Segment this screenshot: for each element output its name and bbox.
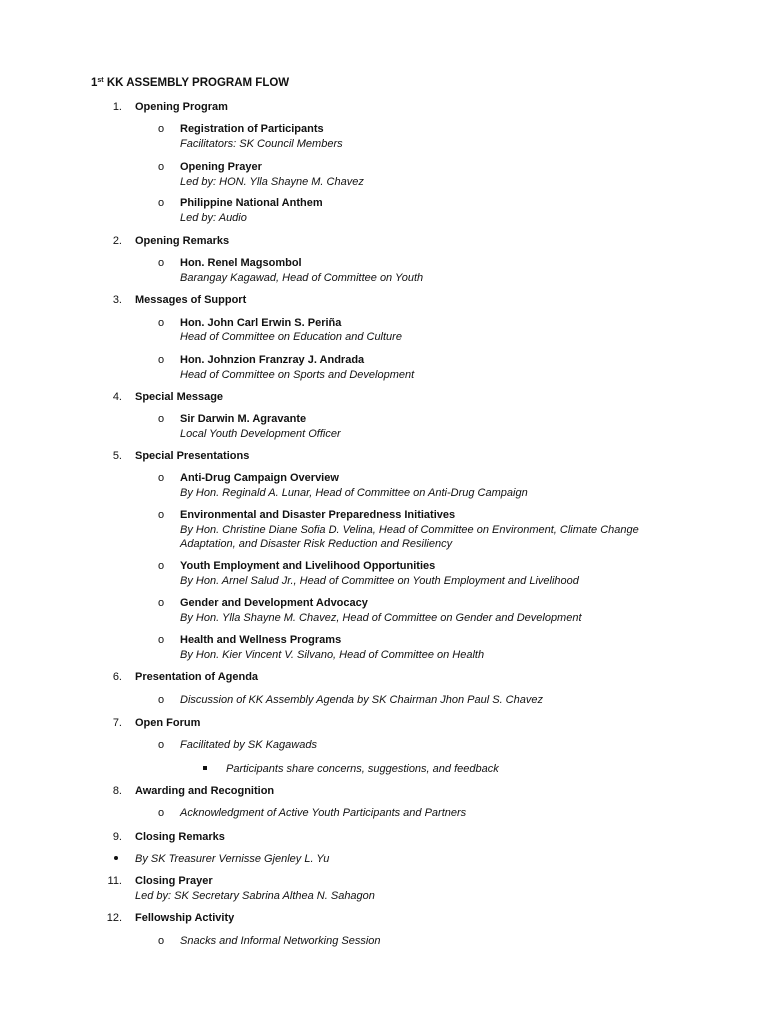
item-detail: Head of Committee on Education and Culture — [180, 331, 402, 343]
item-detail: By Hon. Christine Diane Sofia D. Velina, Head of Committee on Environment, Climate Change — [180, 524, 639, 536]
bullet-marker: o — [158, 472, 165, 484]
title-ordinal: 1 — [91, 77, 98, 89]
section-heading: Special Message — [135, 391, 224, 403]
item-detail: By Hon. Kier Vincent V. Silvano, Head of Committee on Health — [180, 649, 485, 661]
item-title: Health and Wellness Programs — [180, 634, 342, 646]
item-title: Anti-Drug Campaign Overview — [180, 472, 339, 484]
sub-item-text: Participants share concerns, suggestions, and feedback — [226, 763, 499, 775]
section-heading: Awarding and Recognition — [135, 785, 275, 797]
bullet-marker: o — [158, 807, 165, 819]
section-heading: Closing Prayer — [135, 875, 213, 887]
item-detail: Led by: Audio — [180, 212, 247, 224]
section-number: 1. — [112, 101, 122, 113]
section-heading: Messages of Support — [135, 294, 247, 306]
item-text: Acknowledgment of Active Youth Participants and Partners — [180, 807, 467, 819]
section-heading: Open Forum — [135, 717, 201, 729]
item-detail: Barangay Kagawad, Head of Committee on Youth — [180, 272, 424, 284]
section-detail: Led by: SK Secretary Sabrina Althea N. Sahagon — [135, 890, 375, 902]
item-title: Philippine National Anthem — [180, 197, 323, 209]
title-ordinal-suffix: st — [97, 77, 104, 84]
bullet-marker: o — [158, 634, 165, 646]
document-title — [91, 76, 289, 90]
item-title: Environmental and Disaster Preparedness Initiatives — [180, 509, 456, 521]
item-detail-continued: Adaptation, and Disaster Risk Reduction and Resiliency — [180, 538, 453, 550]
item-title: Opening Prayer — [180, 161, 262, 173]
section-heading: Opening Program — [135, 101, 228, 113]
item-detail: By Hon. Ylla Shayne M. Chavez, Head of Committee on Gender and Development — [180, 612, 582, 624]
item-title: Gender and Development Advocacy — [180, 597, 368, 609]
section-heading: Presentation of Agenda — [135, 671, 259, 683]
item-text: Snacks and Informal Networking Session — [180, 935, 381, 947]
bullet-marker: o — [158, 597, 165, 609]
section-number: 9. — [112, 831, 122, 843]
item-text: Facilitated by SK Kagawads — [180, 739, 317, 751]
section-heading: Closing Remarks — [135, 831, 225, 843]
item-detail: By Hon. Reginald A. Lunar, Head of Committee on Anti-Drug Campaign — [180, 487, 528, 499]
section-number: 4. — [112, 391, 122, 403]
title-text: KK ASSEMBLY PROGRAM FLOW — [103, 77, 290, 89]
item-detail: By Hon. Arnel Salud Jr., Head of Committee on Youth Employment and Livelihood — [180, 575, 579, 587]
bullet-marker: o — [158, 123, 165, 135]
item-detail: Led by: HON. Ylla Shayne M. Chavez — [180, 176, 364, 188]
dot-bullet-icon — [114, 856, 118, 860]
bullet-marker: o — [158, 694, 165, 706]
section-heading: Opening Remarks — [135, 235, 230, 247]
item-detail: Head of Committee on Sports and Development — [180, 369, 415, 381]
item-title: Sir Darwin M. Agravante — [180, 413, 307, 425]
section-number: 12. — [106, 912, 122, 924]
item-text: By SK Treasurer Vernisse Gjenley L. Yu — [135, 853, 330, 865]
bullet-marker: o — [158, 739, 165, 751]
section-number: 11. — [107, 875, 122, 887]
section-number: 2. — [112, 235, 122, 247]
bullet-marker: o — [158, 413, 165, 425]
section-heading: Special Presentations — [135, 450, 250, 462]
bullet-marker: o — [158, 560, 165, 572]
item-title: Hon. Johnzion Franzray J. Andrada — [180, 354, 365, 366]
item-title: Youth Employment and Livelihood Opportunities — [180, 560, 436, 572]
item-title: Hon. Renel Magsombol — [180, 257, 302, 269]
bullet-marker: o — [158, 935, 165, 947]
bullet-marker: o — [158, 317, 165, 329]
section-heading: Fellowship Activity — [135, 912, 235, 924]
section-number: 3. — [112, 294, 122, 306]
item-title: Hon. John Carl Erwin S. Periña — [180, 317, 342, 329]
item-text: Discussion of KK Assembly Agenda by SK Chairman Jhon Paul S. Chavez — [180, 694, 543, 706]
bullet-marker: o — [158, 354, 165, 366]
item-title: Registration of Participants — [180, 123, 324, 135]
item-detail: Facilitators: SK Council Members — [180, 138, 343, 150]
square-bullet-icon — [203, 766, 207, 770]
section-number: 6. — [112, 671, 122, 683]
section-number: 8. — [112, 785, 122, 797]
bullet-marker: o — [158, 161, 165, 173]
bullet-marker: o — [158, 197, 165, 209]
section-number: 7. — [112, 717, 122, 729]
section-number: 5. — [112, 450, 122, 462]
bullet-marker: o — [158, 257, 165, 269]
bullet-marker: o — [158, 509, 165, 521]
item-detail: Local Youth Development Officer — [180, 428, 341, 440]
